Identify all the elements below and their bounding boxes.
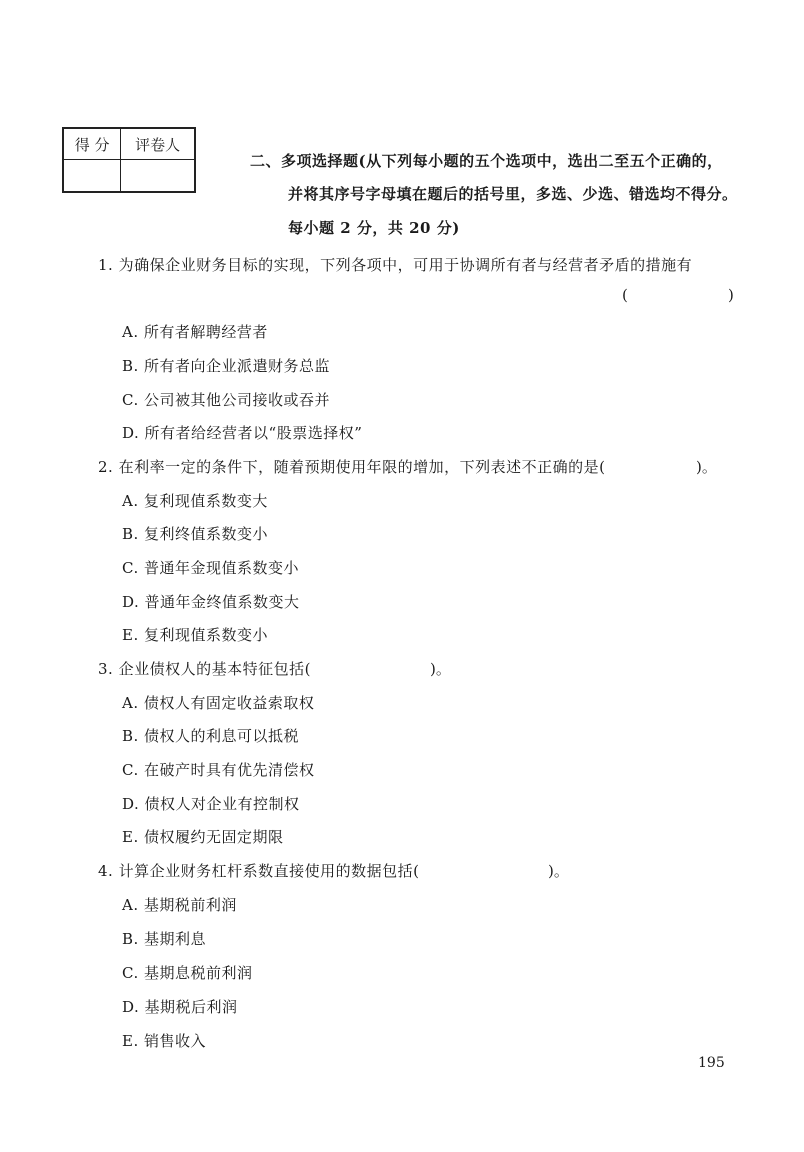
question-2-stem: 2. 在利率一定的条件下，随着预期使用年限的增加，下列表述不正确的是( [98, 458, 606, 476]
question-2-option-a: A. 复利现值系数变大 [122, 492, 268, 510]
question-4-paren-close: )。 [548, 862, 569, 880]
score-table [62, 127, 196, 193]
question-3-option-d: D. 债权人对企业有控制权 [122, 795, 300, 813]
question-4-option-c: C. 基期息税前利润 [122, 964, 253, 982]
section-heading-line3: 每小题 2 分，共 20 分) [288, 219, 460, 237]
question-2-option-b: B. 复利终值系数变小 [122, 525, 269, 543]
question-4-option-b: B. 基期利息 [122, 930, 207, 948]
question-4-option-a: A. 基期税前利润 [122, 896, 237, 914]
question-3-stem: 3. 企业债权人的基本特征包括( [98, 660, 311, 678]
question-3-option-a: A. 债权人有固定收益索取权 [122, 694, 315, 712]
grader-label: 评卷人 [121, 128, 195, 160]
question-3-option-c: C. 在破产时具有优先清偿权 [122, 761, 315, 779]
question-1-paren-open: ( [622, 286, 628, 304]
question-3-paren-close: )。 [430, 660, 451, 678]
score-cell [63, 160, 121, 193]
page-number: 195 [698, 1055, 725, 1071]
question-1-option-a: A. 所有者解聘经营者 [122, 323, 268, 341]
question-4-option-e: E. 销售收入 [122, 1032, 206, 1050]
question-4-option-d: D. 基期税后利润 [122, 998, 238, 1016]
question-1-option-c: C. 公司被其他公司接收或吞并 [122, 391, 330, 409]
question-1-option-d: D. 所有者给经营者以“股票选择权” [122, 424, 363, 442]
section-heading-line2: 并将其序号字母填在题后的括号里，多选、少选、错选均不得分。 [288, 185, 738, 203]
question-1-stem: 1. 为确保企业财务目标的实现，下列各项中，可用于协调所有者与经营者矛盾的措施有 [98, 256, 693, 274]
question-2-option-e: E. 复利现值系数变小 [122, 626, 268, 644]
question-2-paren-close: )。 [696, 458, 717, 476]
question-4-stem: 4. 计算企业财务杠杆系数直接使用的数据包括( [98, 862, 420, 880]
question-2-option-d: D. 普通年金终值系数变大 [122, 593, 300, 611]
question-3-option-b: B. 债权人的利息可以抵税 [122, 727, 300, 745]
section-heading-line1: 二、多项选择题(从下列每小题的五个选项中，选出二至五个正确的， [250, 152, 723, 170]
question-1-option-b: B. 所有者向企业派遣财务总监 [122, 357, 331, 375]
grader-cell [121, 160, 195, 193]
question-2-option-c: C. 普通年金现值系数变小 [122, 559, 299, 577]
question-3-option-e: E. 债权履约无固定期限 [122, 828, 284, 846]
score-label: 得 分 [63, 128, 121, 160]
question-1-paren-close: ) [728, 286, 734, 304]
